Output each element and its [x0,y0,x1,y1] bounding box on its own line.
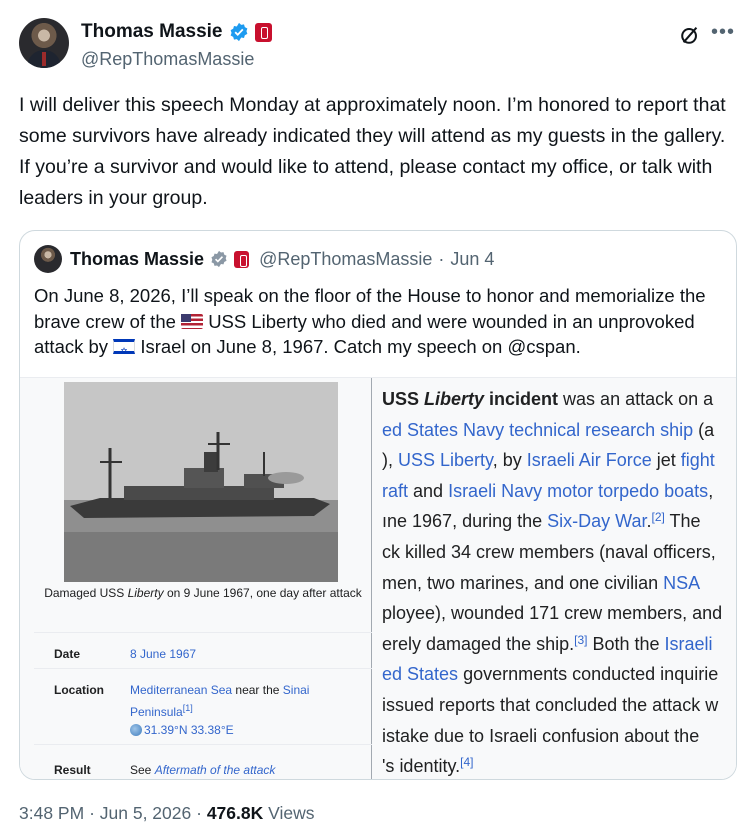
globe-icon [130,724,142,736]
ship-illustration [64,382,338,582]
author-name[interactable]: Thomas Massie [81,21,223,42]
more-icon[interactable]: ••• [710,21,735,43]
quoted-author-handle: @RepThomasMassie [259,248,433,269]
author-handle[interactable]: @RepThomasMassie [81,49,255,69]
grok-icon[interactable] [679,24,701,46]
verified-badge-icon [210,250,228,268]
photo-caption: Damaged USS Liberty on 9 June 1967, one day after attack [44,586,362,600]
infobox-row-date: Date 8 June 1967 [34,632,372,662]
views-count: 476.8K [206,803,264,823]
tweet-meta: 3:48 PM · Jun 5, 2026 · 476.8K Views [19,803,315,823]
israel-flag-icon [113,339,135,354]
red-flag-badge-icon [234,251,249,268]
infobox-row-result: Result See Aftermath of the attack [34,744,372,780]
us-flag-icon [181,314,203,329]
red-flag-badge-icon [255,23,272,42]
quoted-header: Thomas Massie @RepThomasMassie · Jun 4 [34,245,494,273]
tweet-time[interactable]: 3:48 PM [19,803,85,823]
tweet-date[interactable]: Jun 5, 2026 [99,803,192,823]
author-name-row [81,21,272,43]
quoted-text: On June 8, 2026, I’ll speak on the floor of the House to honor and memorialize the brave crew of the USS Liberty who died and were wounded in an unprovoked attack by ✡ Israel on June 8, 1967. Catch my speech on @cspan. [34,283,724,360]
tweet-header [19,18,735,74]
views-label: Views [268,803,315,823]
wiki-article-text: USS Liberty incident was an attack on a ed States Navy technical research ship (a ), USS Liberty, by Israeli Air Force jet fight raft and Israeli Navy motor torpedo boats, ıne 1967, during the Six-Day War.[2] The ck killed 34 crew members (naval officers, men, two marines, and one civilian NSA ployee), wounded 171 crew members, and erely damaged the ship.[3] Both the Israeli ed States governments conducted inquirie issued reports that concluded the attack w istake due to Israeli confusion about the 's identity.[4] [382,389,723,777]
verified-badge-icon [229,22,249,42]
quoted-avatar [34,245,62,273]
quoted-author-name: Thomas Massie [70,248,205,269]
wiki-infobox [34,378,372,780]
quoted-date: Jun 4 [450,248,495,269]
ship-photo [64,382,338,582]
author-avatar[interactable] [19,18,69,68]
quoted-media-screenshot[interactable] [20,377,737,780]
tweet-text: I will deliver this speech Monday at approximately noon. I’m honored to report that some survivors have already indicated they will attend as my guests in the gallery. If you’re a survivor and would like to attend, please contact my office, or talk with leaders in your group. [19,94,726,209]
infobox-row-location: Location Mediterranean Sea near the Sinai Peninsula[1] 31.39°N 33.38°E [34,668,372,748]
quoted-tweet[interactable] [19,230,737,780]
